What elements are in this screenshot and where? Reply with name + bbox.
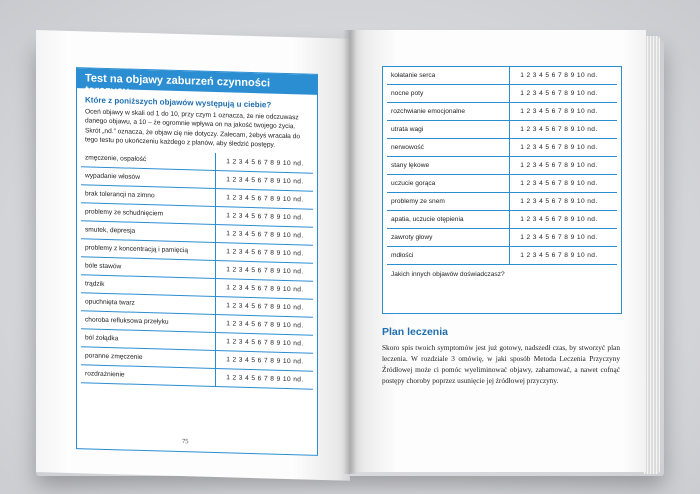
page-number: 75 xyxy=(182,438,189,446)
table-row xyxy=(387,157,617,175)
panel-intro: Oceń objawy w skali od 1 do 10, przy czym 1 oznacza, że nie odczuwasz danego objawu, a 10 – że ogromnie wpływa on na jakość twojego życia. Skrót „nd.” oznacza, że objaw cię nie dotyczy. Zalecam, żebyś wracała do tego testu po ukończeniu każdego z planów, aby śledzić postępy. xyxy=(85,108,301,149)
table-row xyxy=(387,193,617,211)
rating-scale: 1 2 3 4 5 6 7 8 9 10 nd. xyxy=(520,198,598,205)
rating-scale: 1 2 3 4 5 6 7 8 9 10 nd. xyxy=(520,144,598,151)
rating-scale: 1 2 3 4 5 6 7 8 9 10 nd. xyxy=(520,90,598,97)
left-page xyxy=(36,30,350,481)
rating-scale: 1 2 3 4 5 6 7 8 9 10 nd. xyxy=(226,319,304,330)
symptom-label: kołatanie serca xyxy=(391,72,436,79)
symptom-label: stany lękowe xyxy=(391,162,430,169)
rating-scale: 1 2 3 4 5 6 7 8 9 10 nd. xyxy=(520,162,598,169)
body-paragraph: Skoro spis twoich symptomów jest już gotowy, nadszedł czas, by stworzyć plan leczenia. W rozdziale 3 omówię, w jaki sposób Metoda Leczenia Przyczyny Źródłowej może ci pomóc wyeliminować objawy, zahamować, a nawet cofnąć postępy choroby poprzez usunięcie jej źródłowej przyczyny. xyxy=(382,343,620,385)
rating-scale: 1 2 3 4 5 6 7 8 9 10 nd. xyxy=(226,301,304,312)
symptom-label: opuchnięta twarz xyxy=(85,297,135,307)
table-row xyxy=(387,229,617,247)
symptom-label: mdłości xyxy=(391,252,414,259)
rating-scale: 1 2 3 4 5 6 7 8 9 10 nd. xyxy=(520,234,598,241)
table-row xyxy=(387,103,617,121)
symptom-label: wypadanie włosów xyxy=(85,171,140,181)
symptom-label: problemy ze schudnięciem xyxy=(85,207,164,218)
rating-scale: 1 2 3 4 5 6 7 8 9 10 nd. xyxy=(226,229,304,240)
page-edges xyxy=(644,36,660,474)
rating-scale: 1 2 3 4 5 6 7 8 9 10 nd. xyxy=(520,252,598,259)
symptom-test-panel xyxy=(76,67,318,456)
rating-scale: 1 2 3 4 5 6 7 8 9 10 nd. xyxy=(520,216,598,223)
rating-scale: 1 2 3 4 5 6 7 8 9 10 nd. xyxy=(520,180,598,187)
symptom-label: problemy z koncentracją i pamięcią xyxy=(85,243,188,254)
rating-scale: 1 2 3 4 5 6 7 8 9 10 nd. xyxy=(226,265,304,276)
symptom-test-panel-continued xyxy=(382,66,622,314)
rating-scale: 1 2 3 4 5 6 7 8 9 10 nd. xyxy=(226,373,304,384)
table-row xyxy=(387,67,617,85)
symptom-label: apatia, uczucie otępienia xyxy=(391,216,464,223)
symptom-label: problemy ze snem xyxy=(391,198,445,205)
table-row xyxy=(387,175,617,193)
symptom-label: bóle stawów xyxy=(85,261,122,271)
symptom-label: nerwowość xyxy=(391,144,424,151)
symptom-label: smutek, depresja xyxy=(85,225,136,235)
rating-scale: 1 2 3 4 5 6 7 8 9 10 nd. xyxy=(520,108,598,115)
table-row xyxy=(387,85,617,103)
rating-scale: 1 2 3 4 5 6 7 8 9 10 nd. xyxy=(226,283,304,294)
right-page xyxy=(350,30,646,472)
rating-scale: 1 2 3 4 5 6 7 8 9 10 nd. xyxy=(226,157,304,168)
symptom-label: rozchwianie emocjonalne xyxy=(391,108,466,115)
symptom-label: zmęczenie, ospałość xyxy=(85,153,147,163)
symptom-label: trądzik xyxy=(85,279,105,288)
table-row xyxy=(387,211,617,229)
symptom-label: uczucie gorąca xyxy=(391,180,436,187)
panel-title: Test na objawy zaburzeń czynności tarczycy xyxy=(77,68,317,95)
book-gutter xyxy=(343,30,357,474)
table-row xyxy=(387,139,617,157)
symptom-rows-left xyxy=(77,149,317,390)
extra-question: Jakich innych objawów doświadczasz? xyxy=(391,271,505,278)
symptom-label: rozdrażnienie xyxy=(85,369,125,379)
rating-scale: 1 2 3 4 5 6 7 8 9 10 nd. xyxy=(226,355,304,366)
rating-scale: 1 2 3 4 5 6 7 8 9 10 nd. xyxy=(226,211,304,222)
table-row xyxy=(387,121,617,139)
rating-scale: 1 2 3 4 5 6 7 8 9 10 nd. xyxy=(226,337,304,348)
rating-scale: 1 2 3 4 5 6 7 8 9 10 nd. xyxy=(226,175,304,186)
symptom-label: ból żołądka xyxy=(85,333,119,342)
symptom-label: utrata wagi xyxy=(391,126,424,133)
panel-question: Które z poniższych objawów występują u ciebie? xyxy=(85,95,272,110)
symptom-label: nocne poty xyxy=(391,90,424,97)
table-row xyxy=(387,247,617,265)
rating-scale: 1 2 3 4 5 6 7 8 9 10 nd. xyxy=(226,193,304,204)
rating-scale: 1 2 3 4 5 6 7 8 9 10 nd. xyxy=(226,247,304,258)
rating-scale: 1 2 3 4 5 6 7 8 9 10 nd. xyxy=(520,126,598,133)
rating-scale: 1 2 3 4 5 6 7 8 9 10 nd. xyxy=(520,72,598,79)
symptom-label: zawroty głowy xyxy=(391,234,433,241)
symptom-rows-right xyxy=(383,67,621,265)
section-title: Plan leczenia xyxy=(382,326,448,338)
symptom-label: choroba refluksowa przełyku xyxy=(85,315,169,326)
symptom-label: poranne zmęczenie xyxy=(85,351,143,361)
symptom-label: brak tolerancji na zimno xyxy=(85,189,155,199)
